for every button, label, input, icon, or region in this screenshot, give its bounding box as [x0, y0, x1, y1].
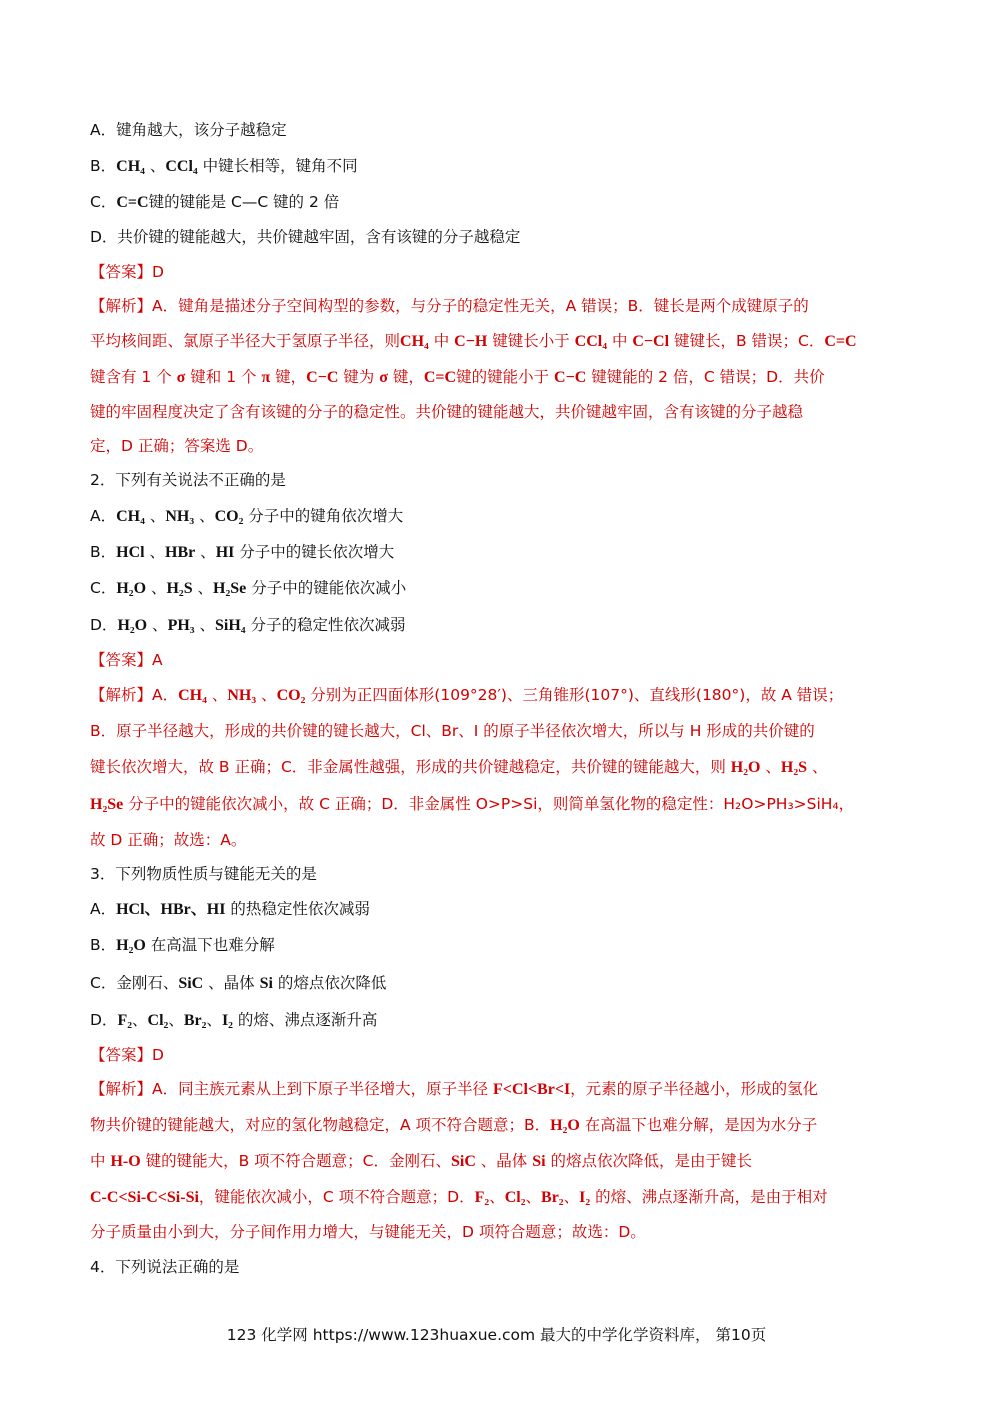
text-run: 、	[144, 507, 166, 525]
chem-formula: CH₄	[116, 158, 145, 175]
text-run: 、	[146, 579, 167, 597]
chem-formula: H₂O	[730, 759, 761, 776]
text-run: 键的键能小于	[456, 368, 555, 386]
chem-formula: C−C	[554, 369, 587, 386]
text-run: 分子质量由小到大，分子间作用力增大，与键能无关，D 项符合题意；故选：D。	[90, 1223, 646, 1241]
text-run: 的热稳定性依次减弱	[225, 900, 370, 918]
chem-formula: Si	[532, 1153, 546, 1170]
text-run: B．	[90, 936, 117, 954]
text-run: 、	[563, 1188, 580, 1206]
text-run: 【解析】A．键角是描述分子空间构型的参数，与分子的稳定性无关，A 错误；B．键长是两个成键原子的	[90, 297, 809, 315]
text-run: 、	[760, 758, 781, 776]
text-line	[90, 1257, 910, 1277]
chem-formula: I₂	[221, 1012, 233, 1029]
chem-formula: H₂S	[166, 580, 193, 597]
text-run: 键，	[387, 368, 424, 386]
text-line	[90, 685, 910, 706]
chem-formula: H₂O	[550, 1117, 580, 1134]
text-run: 、	[168, 1011, 184, 1029]
text-line	[90, 794, 910, 815]
text-run: 的熔、沸点逐渐升高	[232, 1011, 378, 1029]
text-run: 、	[194, 616, 216, 634]
text-run: 4．下列说法正确的是	[90, 1258, 240, 1276]
text-run: 、晶体	[475, 1152, 533, 1170]
text-run: 键键能的 2 倍，C 错误；D．共价	[586, 368, 825, 386]
chem-formula: H₂O	[117, 617, 148, 634]
text-line	[90, 1010, 910, 1031]
chem-formula: σ	[176, 369, 186, 386]
chem-formula: PH₃	[167, 617, 195, 634]
chem-formula: C=C	[423, 369, 457, 386]
text-line	[90, 367, 910, 388]
chem-formula: σ	[379, 369, 388, 386]
text-line	[90, 1079, 910, 1100]
text-run: 中	[607, 332, 633, 350]
chem-formula: HCl	[116, 544, 145, 561]
text-run: 、	[256, 686, 277, 704]
text-run: 键含有 1 个	[90, 368, 177, 386]
text-run: 键键长小于	[487, 332, 575, 350]
chem-formula: CO₂	[276, 687, 306, 704]
text-run: 、	[144, 543, 166, 561]
text-run: 、	[206, 686, 228, 704]
text-run: 、	[206, 1011, 222, 1029]
text-line	[90, 436, 910, 456]
text-line	[90, 296, 910, 316]
chem-formula: C−Cl	[632, 333, 670, 350]
chem-formula: CCl₄	[165, 158, 198, 175]
chem-formula: Cl₂	[147, 1012, 169, 1029]
text-run: 、晶体	[203, 974, 260, 992]
chem-formula: Br₂	[541, 1189, 564, 1206]
text-run: 分别为正四面体形(109°28′)、三角锥形(107°)、直线形(180°)，故 A 错误；	[305, 686, 844, 704]
chem-formula: F₂	[117, 1012, 133, 1029]
text-run: 、	[195, 543, 216, 561]
chem-formula: π	[261, 369, 271, 386]
chem-formula: CH₄	[400, 333, 429, 350]
text-run: 键的键能是 C—C 键的 2 倍	[148, 193, 340, 211]
text-line	[90, 1187, 910, 1208]
text-run: 平均核间距、氯原子半径大于氢原子半径，则	[90, 332, 401, 350]
text-line	[90, 402, 910, 422]
text-run: 、	[192, 579, 214, 597]
text-run: 【解析】A．同主族元素从上到下原子半径增大，原子半径	[90, 1080, 494, 1098]
text-line	[90, 1115, 910, 1136]
text-run: 【解析】A．	[90, 686, 179, 704]
text-run: 分子中的键能依次减小	[246, 579, 407, 597]
text-run: 键的牢固程度决定了含有该键的分子的稳定性。共价键的键能越大，共价键越牢固，含有该键的分子越稳	[90, 403, 804, 421]
text-run: C．	[90, 579, 117, 597]
text-run: 、	[194, 507, 215, 525]
text-run: C．金刚石、	[90, 974, 179, 992]
chem-formula: HI	[215, 544, 235, 561]
text-run: 分子中的键能依次减小，故 C 正确；D．非金属性 O>P>Si，则简单氢化物的稳定性：H₂O>PH₃>SiH₄，	[123, 795, 855, 813]
text-run: 、	[144, 157, 166, 175]
chem-formula: H₂O	[116, 580, 147, 597]
text-run: D．	[90, 616, 118, 634]
chem-formula: CH₄	[178, 687, 207, 704]
text-line	[90, 864, 910, 884]
chem-formula: Br₂	[183, 1012, 207, 1029]
chem-formula: I₂	[579, 1189, 591, 1206]
text-run: C．	[90, 193, 117, 211]
text-line	[90, 120, 910, 140]
text-run: 、	[489, 1188, 505, 1206]
text-run: 的熔、沸点逐渐升高，是由于相对	[590, 1188, 828, 1206]
chem-formula: H₂O	[116, 937, 146, 954]
text-line	[90, 1151, 910, 1172]
text-run: ，元素的原子半径越小，形成的氢化	[570, 1080, 819, 1098]
text-run: 、	[147, 616, 168, 634]
text-run: 键的键能大，B 项不符合题意；C．金刚石、	[140, 1152, 451, 1170]
chem-formula: SiC	[450, 1153, 476, 1170]
chem-formula: H₂Se	[90, 796, 124, 813]
text-run: B．	[90, 543, 117, 561]
text-line	[90, 721, 910, 741]
text-run: 2．下列有关说法不正确的是	[90, 471, 286, 489]
chem-formula: Si	[259, 975, 273, 992]
chem-formula: SiH₄	[215, 617, 246, 634]
text-run: 定，D 正确；答案选 D。	[90, 437, 264, 455]
text-run: 键键长，B 错误；C．	[669, 332, 825, 350]
text-run: B．原子半径越大，形成的共价键的键长越大，Cl、Br、I 的原子半径依次增大，所以与 H 形成的共价键的	[90, 722, 815, 740]
text-run: A．键角越大，该分子越稳定	[90, 121, 287, 139]
chem-formula: H₂Se	[213, 580, 247, 597]
text-line	[90, 331, 910, 352]
text-run: 键和 1 个	[185, 368, 262, 386]
chem-formula: CO₂	[214, 508, 244, 525]
text-line	[90, 506, 910, 527]
text-run: 分子中的键角依次增大	[243, 507, 404, 525]
text-run: 故 D 正确；故选：A。	[90, 831, 247, 849]
text-line	[90, 542, 910, 563]
text-run: 、	[525, 1188, 542, 1206]
text-run: 分子的稳定性依次减弱	[245, 616, 406, 634]
page-footer: 123 化学网 https://www.123huaxue.com 最大的中学化学资料库， 第10页	[226, 1326, 767, 1344]
text-run: D．	[90, 1011, 118, 1029]
text-line	[90, 227, 910, 247]
chem-formula: H-O	[110, 1153, 141, 1170]
chem-formula: HBr	[165, 544, 196, 561]
chem-formula: C-C<Si-C<Si-Si	[90, 1189, 199, 1206]
text-line	[90, 578, 910, 599]
chem-formula: C−H	[454, 333, 488, 350]
text-run: 3．下列物质性质与键能无关的是	[90, 865, 317, 883]
text-line	[90, 1222, 910, 1242]
text-line	[90, 973, 910, 994]
text-line	[90, 757, 910, 778]
chem-formula: F₂	[474, 1189, 490, 1206]
text-run: 物共价键的键能越大，对应的氢化物越稳定，A 项不符合题意；B．	[90, 1116, 551, 1134]
text-run: D．共价键的键能越大，共价键越牢固，含有该键的分子越稳定	[90, 228, 521, 246]
chem-formula: SiC	[178, 975, 204, 992]
text-run: 中	[428, 332, 455, 350]
text-line	[90, 1045, 910, 1065]
chem-formula: CCl₄	[574, 333, 608, 350]
text-run: 的熔点依次降低	[272, 974, 387, 992]
chem-formula: H₂S	[780, 759, 808, 776]
text-line	[90, 650, 910, 670]
text-run: 中键长相等，键角不同	[197, 157, 358, 175]
chem-formula: NH₃	[165, 508, 195, 525]
text-run: ，键能依次减小，C 项不符合题意；D．	[198, 1188, 475, 1206]
text-line	[90, 262, 910, 282]
chem-formula: HCl、HBr、HI	[116, 901, 226, 918]
text-run: 分子中的键长依次增大	[234, 543, 395, 561]
text-line	[90, 830, 910, 850]
text-line	[90, 192, 910, 213]
text-run: 、	[807, 758, 828, 776]
chem-formula: C−C	[306, 369, 339, 386]
text-run: 【答案】D	[90, 263, 164, 281]
text-run: B．	[90, 157, 117, 175]
text-run: 键为	[338, 368, 380, 386]
text-line	[90, 156, 910, 177]
text-run: 在高温下也难分解	[145, 936, 275, 954]
text-line	[90, 470, 910, 490]
text-run: 【答案】A	[90, 651, 163, 669]
text-line	[90, 615, 910, 636]
text-run: 的熔点依次降低，是由于键长	[545, 1152, 753, 1170]
text-line	[90, 935, 910, 956]
text-run: A．	[90, 507, 117, 525]
chem-formula: NH₃	[227, 687, 257, 704]
text-run: A．	[90, 900, 117, 918]
chem-formula: C=C	[116, 194, 149, 211]
text-run: 中	[90, 1152, 111, 1170]
chem-formula: F<Cl<Br<I	[493, 1081, 571, 1098]
text-run: 、	[132, 1011, 148, 1029]
text-run: 在高温下也难分解，是因为水分子	[579, 1116, 818, 1134]
text-line	[90, 899, 910, 920]
chem-formula: Cl₂	[504, 1189, 526, 1206]
text-run: 键长依次增大，故 B 正确；C．非金属性越强，形成的共价键越稳定，共价键的键能越大，则	[90, 758, 731, 776]
text-run: 键，	[270, 368, 307, 386]
chem-formula: CH₄	[116, 508, 145, 525]
chem-formula: C=C	[824, 333, 857, 350]
text-run: 【答案】D	[90, 1046, 164, 1064]
